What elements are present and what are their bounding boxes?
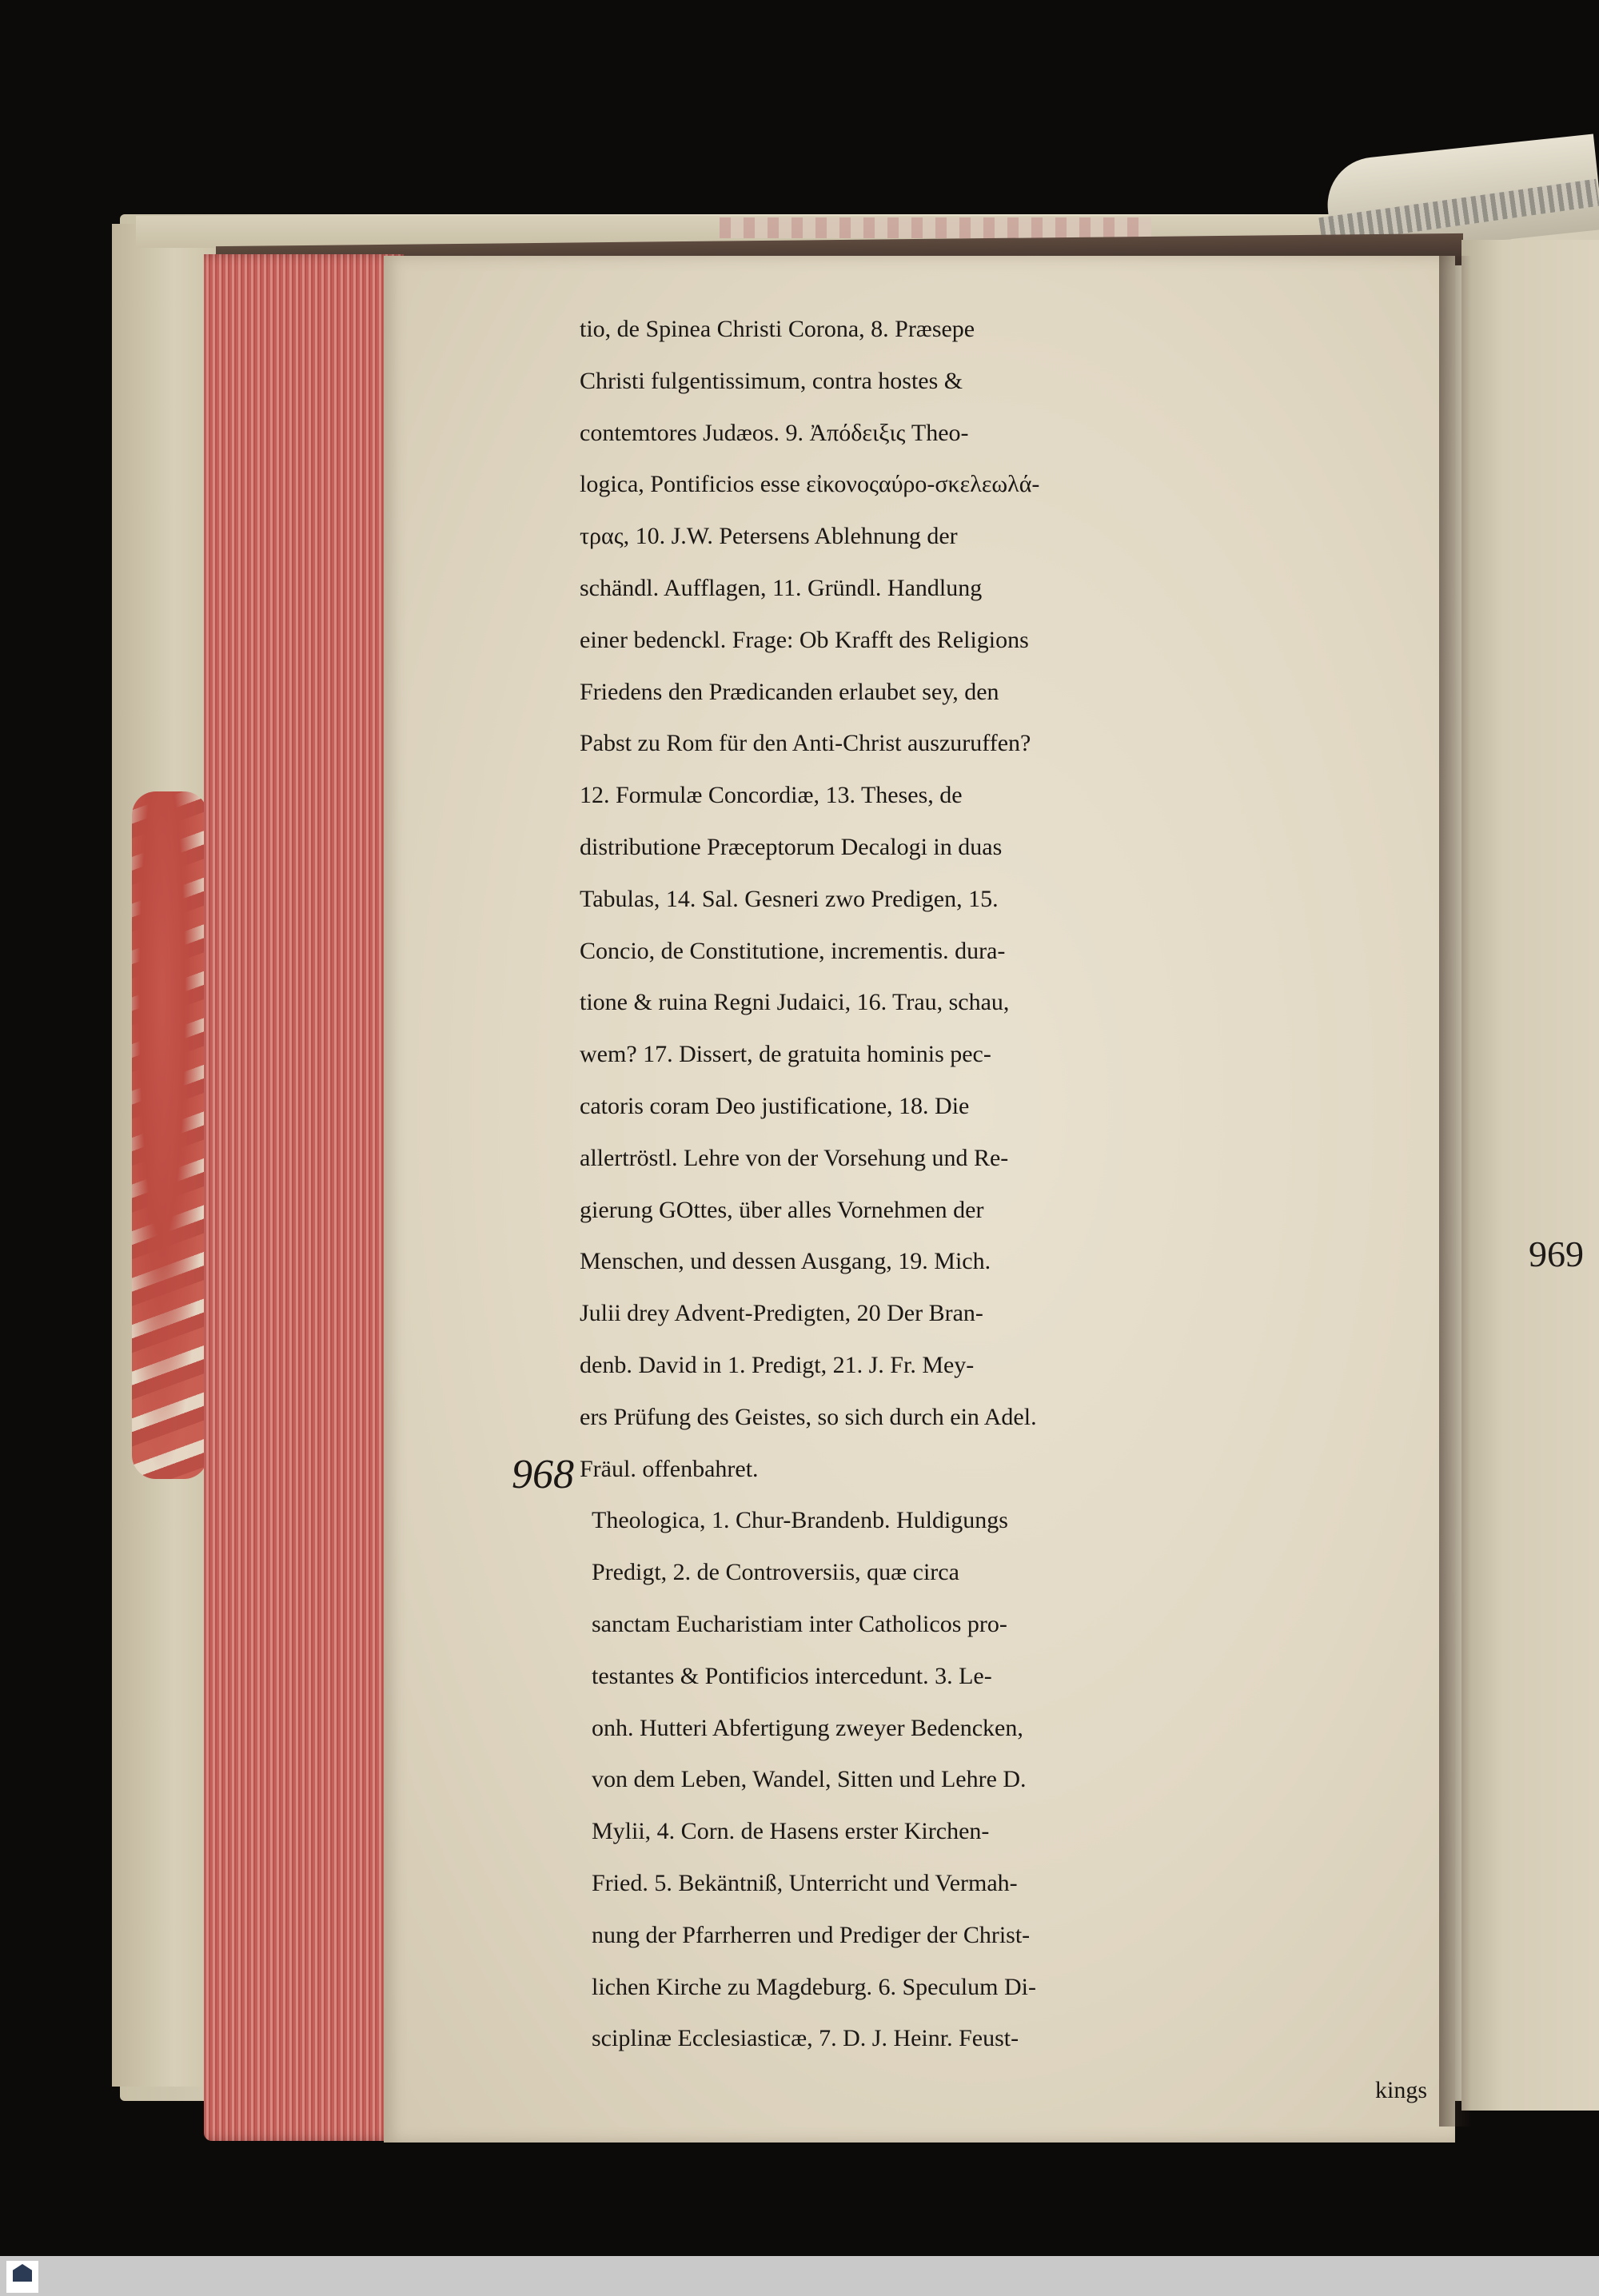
text-line: Concio, de Constitutione, incrementis. dura- (580, 937, 1006, 964)
text-line: contemtores Judæos. 9. Ἀπόδειξις Theo- (580, 419, 969, 446)
text-line: testantes & Pontificios intercedunt. 3. Le- (592, 1662, 992, 1689)
text-line: τρας, 10. J.W. Petersens Ablehnung der (580, 523, 958, 550)
text-line: logica, Pontificios esse εἰκονοςαύρο-σκελεωλά- (580, 471, 1040, 498)
text-line: kings (1374, 2077, 1427, 2104)
text-line: sanctam Eucharistiam inter Catholicos pro- (592, 1610, 1007, 1637)
text-line: tione & ruina Regni Judaici, 16. Trau, schau, (580, 989, 1010, 1016)
text-line: tio, de Spinea Christi Corona, 8. Præsepe (580, 316, 975, 342)
text-line: Predigt, 2. de Controversiis, quæ circa (592, 1559, 959, 1586)
text-line: wem? 17. Dissert, de gratuita hominis pec- (580, 1041, 991, 1068)
margin-number: 968 (512, 1452, 574, 1497)
library-logo[interactable] (6, 2261, 38, 2293)
page-number: 969 (1529, 1234, 1584, 1274)
text-line: Tabulas, 14. Sal. Gesneri zwo Predigen, 15. (580, 885, 999, 912)
text-line: denb. David in 1. Predigt, 21. J. Fr. Mey- (580, 1351, 975, 1378)
marbled-endpaper (132, 791, 208, 1479)
viewer-bottom-strip (0, 2256, 1599, 2296)
text-line: gierung GOttes, über alles Vornehmen der (580, 1196, 984, 1223)
text-line: Julii drey Advent-Predigten, 20 Der Bran- (580, 1300, 983, 1327)
text-line: Theologica, 1. Chur-Brandenb. Huldigungs (592, 1507, 1008, 1534)
gutter-shadow (1439, 256, 1471, 2127)
text-line: ers Prüfung des Geistes, so sich durch ein Adel. (580, 1403, 1037, 1430)
red-page-edge (204, 254, 404, 2141)
text-line: Pabst zu Rom für den Anti-Christ auszuruffen? (580, 730, 1031, 757)
text-line: schändl. Aufflagen, 11. Gründl. Handlung (580, 574, 983, 601)
text-line: Mylii, 4. Corn. de Hasens erster Kirchen- (592, 1818, 990, 1845)
top-headband (720, 217, 1151, 238)
text-block (580, 304, 1427, 2117)
text-line: catoris coram Deo justificatione, 18. Die (580, 1092, 970, 1119)
text-line: Fried. 5. Bekäntniß, Unterricht und Vermah- (592, 1869, 1018, 1896)
text-line: onh. Hutteri Abfertigung zweyer Bedencken, (592, 1714, 1023, 1741)
text-line: Fräul. offenbahret. (580, 1455, 759, 1482)
text-line: allertröstl. Lehre von der Vorsehung und Re- (580, 1144, 1009, 1171)
text-line: distributione Præceptorum Decalogi in duas (580, 833, 1003, 860)
text-line: von dem Leben, Wandel, Sitten und Lehre D. (592, 1766, 1027, 1793)
text-line: sciplinæ Ecclesiasticæ, 7. D. J. Heinr. Feust- (592, 2025, 1019, 2052)
library-logo-icon (13, 2264, 32, 2282)
text-line: einer bedenckl. Frage: Ob Krafft des Religions (580, 626, 1029, 653)
text-line: lichen Kirche zu Magdeburg. 6. Speculum Di- (592, 1973, 1036, 2000)
text-line: nung der Pfarrherren und Prediger der Christ- (592, 1921, 1031, 1948)
text-line: Friedens den Prædicanden erlaubet sey, den (580, 678, 999, 705)
text-line: Christi fulgentissimum, contra hostes & (580, 367, 963, 394)
text-line: 12. Formulæ Concordiæ, 13. Theses, de (580, 782, 963, 809)
text-line: Menschen, und dessen Ausgang, 19. Mich. (580, 1248, 991, 1275)
